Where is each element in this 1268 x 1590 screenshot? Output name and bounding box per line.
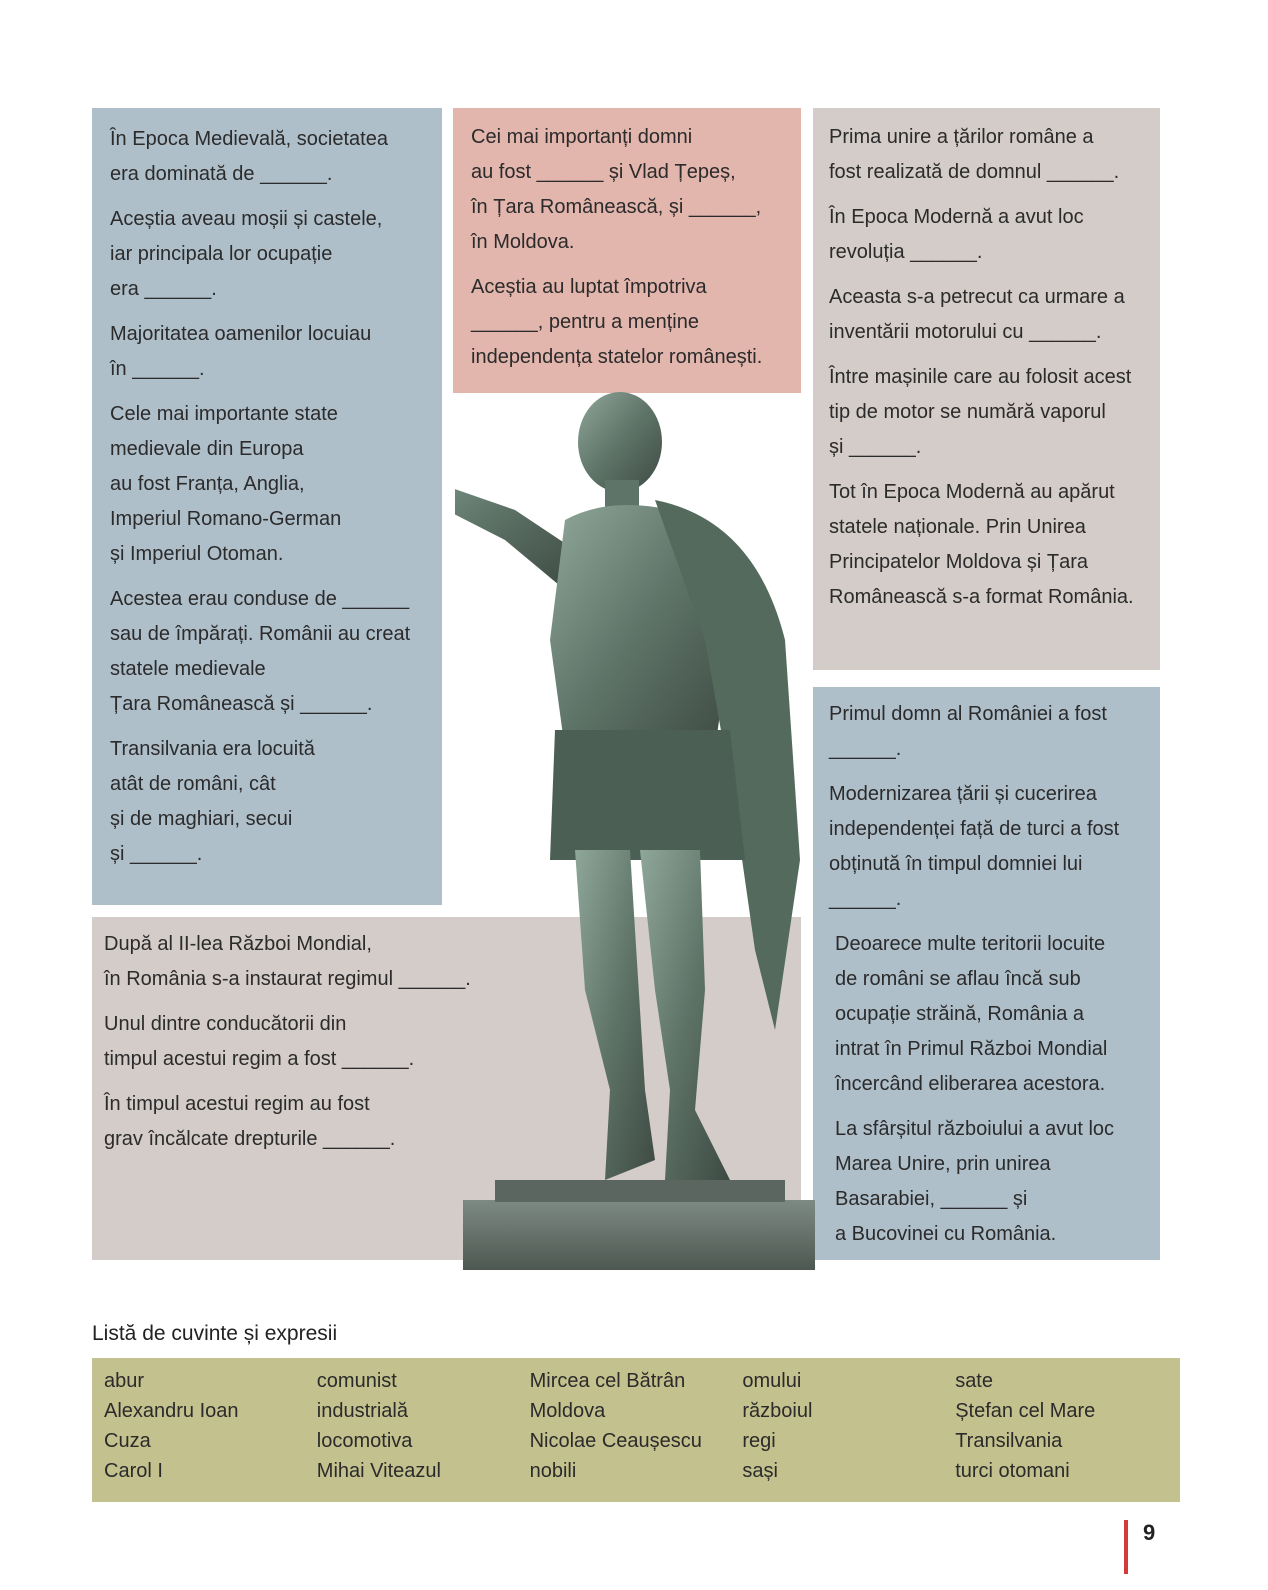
- word-list-item: războiul: [742, 1400, 813, 1422]
- word-list-item: turci otomani: [955, 1460, 1070, 1482]
- word-list-column-2: [317, 1366, 530, 1494]
- box-modern-p3: Aceasta s-a petrecut ca urmare a inventării motorului cu ______.: [829, 286, 1125, 343]
- word-list-title: Listă de cuvinte și expresii: [92, 1322, 338, 1345]
- word-list-item: locomotiva: [316, 1430, 413, 1452]
- word-list-item: sași: [742, 1460, 778, 1482]
- word-list-column-4: [742, 1366, 955, 1494]
- box-medieval-p3: Majoritatea oamenilor locuiau în ______.: [110, 323, 372, 380]
- word-list-item: Moldova: [529, 1400, 606, 1422]
- statue-head: [578, 392, 662, 492]
- box-medieval-p4: Cele mai importante state medievale din Europa au fost Franța, Anglia, Imperiul Romano-German și Imperiul Otoman.: [110, 403, 342, 565]
- word-list-item: Mihai Viteazul: [316, 1460, 441, 1482]
- box-modern-p1: Prima unire a țărilor române a fost realizată de domnul ______.: [829, 126, 1120, 183]
- word-list-column-5: [955, 1366, 1168, 1494]
- word-list-column-3: [530, 1366, 743, 1494]
- word-list-item: Transilvania: [955, 1430, 1063, 1452]
- word-list-item: abur: [104, 1370, 145, 1392]
- box-rulers: [453, 108, 801, 393]
- box-modern-p2: În Epoca Modernă a avut loc revoluția ______.: [829, 206, 1084, 263]
- box-communism-p3: În timpul acestui regim au fost grav încălcate drepturile ______.: [104, 1093, 396, 1150]
- word-list: [92, 1358, 1180, 1502]
- box-medieval-p6: Transilvania era locuită atât de români, cât și de maghiari, secui și ______.: [110, 738, 315, 865]
- word-list-item: regi: [742, 1430, 776, 1452]
- word-list-item: Nicolae Ceaușescu: [529, 1430, 702, 1452]
- box-medieval: [92, 108, 442, 905]
- statue-left-leg: [575, 850, 655, 1180]
- statue-pedestal: [463, 1200, 815, 1270]
- statue-raised-arm: [455, 452, 575, 590]
- box-romania-p1: Primul domn al României a fost ______.: [829, 703, 1107, 760]
- word-list-item: industrială: [316, 1400, 408, 1422]
- page-marker: [1124, 1520, 1128, 1574]
- page-number: 9: [1143, 1520, 1156, 1545]
- word-list-item: Cuza: [104, 1430, 151, 1452]
- word-list-item: Alexandru Ioan: [104, 1400, 239, 1422]
- statue-skirt: [550, 730, 745, 860]
- box-communism-p1: După al II-lea Război Mondial, în România s-a instaurat regimul ______.: [104, 933, 471, 990]
- box-modern: [813, 108, 1160, 670]
- box-modern-p5: Tot în Epoca Modernă au apărut statele naționale. Prin Unirea Principatelor Moldova și Țara Românească s-a format România.: [829, 481, 1134, 608]
- word-list-item: sate: [955, 1370, 993, 1392]
- word-list-item: nobili: [529, 1460, 577, 1482]
- box-romania-p2: Modernizarea țării și cucerirea independenței față de turci a fost obținută în timpul domniei lui ______.: [829, 783, 1120, 910]
- box-rulers-p1: Cei mai importanți domni au fost ______ și Vlad Țepeș, în Țara Românească, și ______, în Moldova.: [471, 126, 762, 253]
- word-list-item: comunist: [316, 1370, 397, 1392]
- box-romania: [813, 687, 1160, 1260]
- box-medieval-p5: Acestea erau conduse de ______ sau de împărați. Românii au creat statele medievale Țara Românească și ______.: [110, 588, 411, 715]
- box-romania-p4: La sfârșitul războiului a avut loc Marea Unire, prin unirea Basarabiei, ______ și a Bucovinei cu România.: [835, 1118, 1115, 1245]
- box-rulers-p2: Aceștia au luptat împotriva ______, pentru a menține independența statelor românești.: [471, 276, 763, 368]
- box-romania-p3: Deoarece multe teritorii locuite de români se aflau încă sub ocupație străină, România a intrat în Primul Război Mondial încercând eliberarea acestora.: [835, 933, 1108, 1095]
- word-list-item: Ștefan cel Mare: [955, 1400, 1096, 1422]
- word-list-item: omului: [742, 1370, 802, 1392]
- box-communism-p2: Unul dintre conducătorii din timpul acestui regim a fost ______.: [104, 1013, 415, 1070]
- word-list-item: Carol I: [104, 1460, 163, 1482]
- word-list-item: Mircea cel Bătrân: [529, 1370, 686, 1392]
- box-medieval-p1: În Epoca Medievală, societatea era dominată de ______.: [110, 128, 388, 185]
- statue-right-leg: [640, 850, 730, 1180]
- box-medieval-p2: Aceștia aveau moșii și castele, iar principala lor ocupație era ______.: [110, 208, 383, 300]
- statue-illustration: [455, 390, 815, 1270]
- word-list-column-1: [104, 1366, 317, 1494]
- box-modern-p4: Între mașinile care au folosit acest tip de motor se numără vaporul și ______.: [829, 366, 1132, 458]
